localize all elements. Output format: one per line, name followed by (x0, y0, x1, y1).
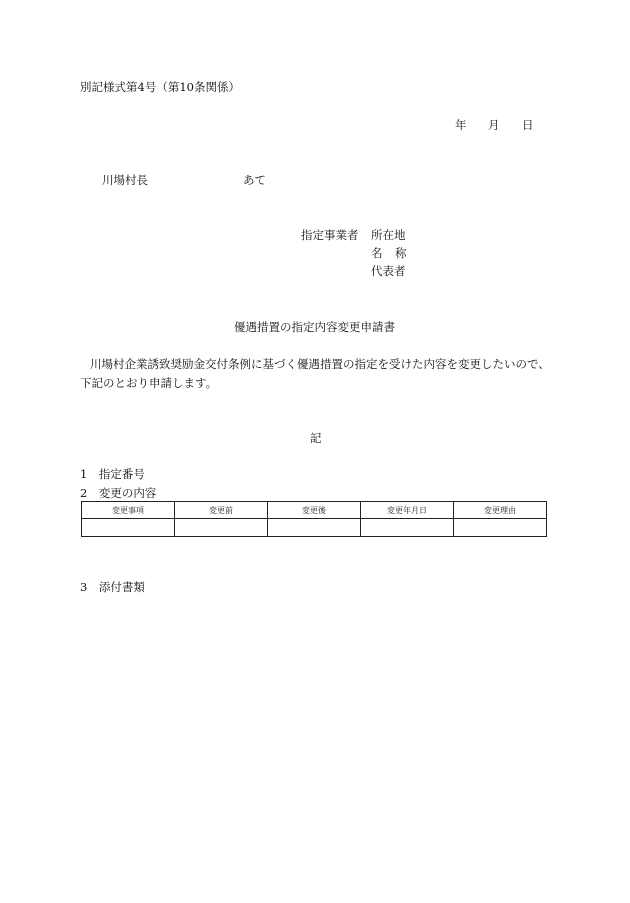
item-attachments: 3 添付書類 (80, 580, 145, 594)
item-change-content: 2 変更の内容 (80, 486, 157, 500)
header-before: 変更前 (175, 502, 268, 519)
cell-change-item (82, 519, 175, 537)
body-line-2: 下記のとおり申請します。 (80, 376, 218, 390)
header-change-item: 変更事項 (82, 502, 175, 519)
cell-after (268, 519, 361, 537)
addressee-suffix: あて (243, 173, 266, 187)
cell-before (175, 519, 268, 537)
header-change-reason: 変更理由 (454, 502, 547, 519)
address-label: 所在地 (371, 228, 406, 242)
date-year-label: 年 (455, 118, 467, 132)
cell-change-reason (454, 519, 547, 537)
date-day-label: 日 (522, 118, 534, 132)
date-month-label: 月 (488, 118, 500, 132)
header-change-date: 変更年月日 (361, 502, 454, 519)
body-line-1: 川場村企業誘致奨励金交付条例に基づく優遇措置の指定を受けた内容を変更したいので、 (90, 357, 550, 371)
representative-label: 代表者 (371, 264, 406, 278)
item-designation-number: 1 指定番号 (80, 467, 145, 481)
header-after: 変更後 (268, 502, 361, 519)
cell-change-date (361, 519, 454, 537)
table-row (82, 519, 547, 537)
name-label-first: 名 (371, 246, 383, 260)
name-label-second: 称 (395, 246, 407, 260)
ki-heading: 記 (310, 431, 322, 445)
change-table (81, 501, 547, 537)
document-title: 優遇措置の指定内容変更申請書 (234, 320, 395, 334)
change-table-header-row (82, 502, 547, 519)
addressee-name: 川場村長 (102, 173, 148, 187)
applicant-role: 指定事業者 (301, 228, 359, 242)
form-number: 別記様式第4号（第10条関係） (80, 80, 240, 94)
